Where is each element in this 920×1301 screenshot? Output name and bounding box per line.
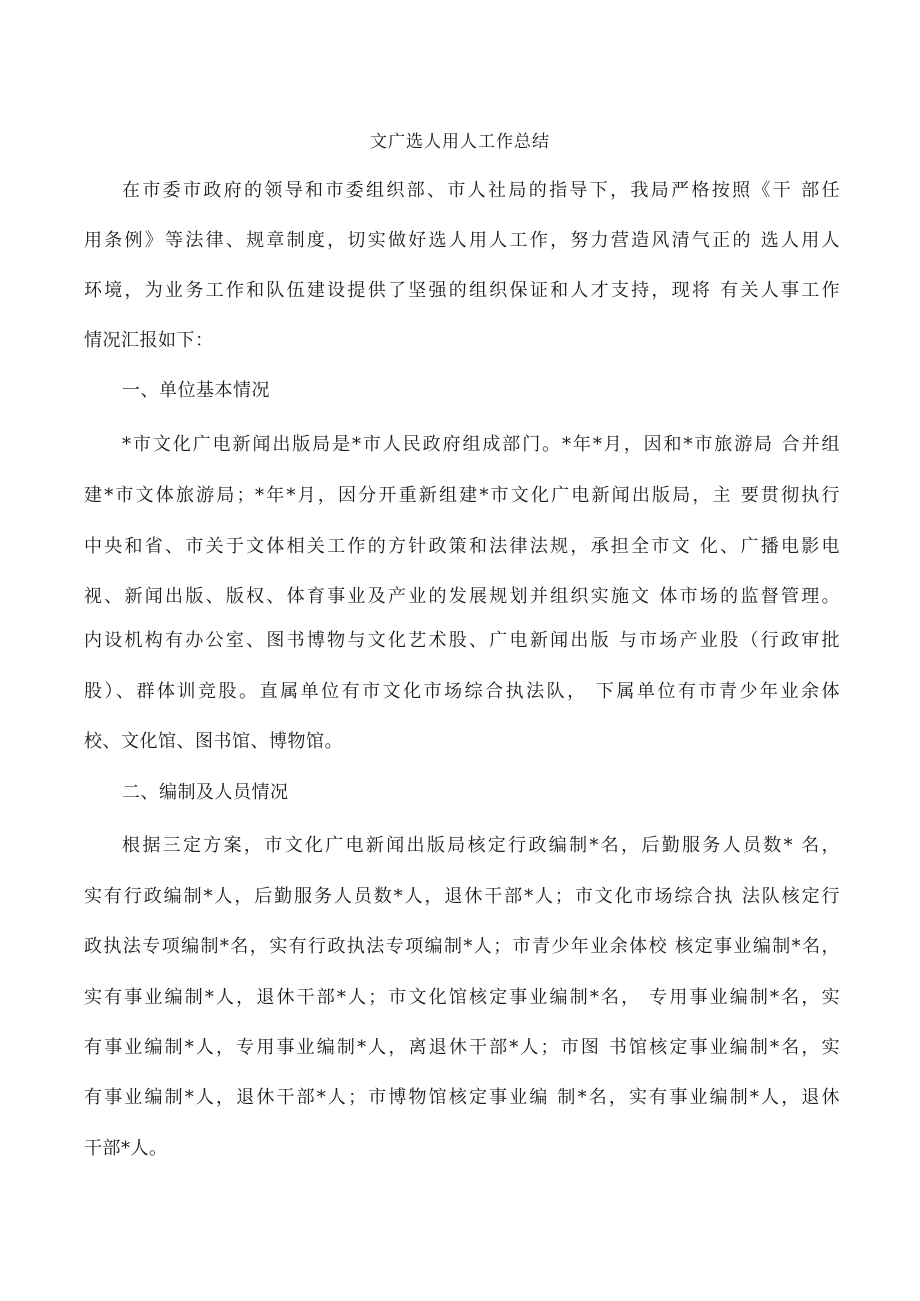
paragraph-line: 实有事业编制*人，退休干部*人；市文化馆核定事业编制*名， 专用事业编制*名，实 — [84, 987, 840, 1008]
paragraph-line: 视、新闻出版、版权、体育事业及产业的发展规划并组织实施文 体市场的监督管理。 — [84, 586, 840, 607]
paragraph-line: 根据三定方案，市文化广电新闻出版局核定行政编制*名，后勤服务人员数* 名， — [122, 835, 840, 856]
paragraph-line: 干部*人。 — [84, 1138, 168, 1159]
paragraph-line: 建*市文体旅游局；*年*月，因分开重新组建*市文化广电新闻出版局，主 要贯彻执行 — [84, 485, 840, 506]
paragraph-line: 情况汇报如下： — [84, 330, 214, 351]
document-title: 文广选人用人工作总结 — [370, 132, 550, 152]
paragraph-line: 有事业编制*人，专用事业编制*人，离退休干部*人；市图 书馆核定事业编制*名，实 — [84, 1037, 840, 1058]
paragraph-line: 中央和省、市关于文体相关工作的方针政策和法律法规，承担全市文 化、广播电影电 — [84, 536, 840, 557]
paragraph-line: 实有行政编制*人，后勤服务人员数*人，退休干部*人；市文化市场综合执 法队核定行 — [84, 886, 840, 907]
paragraph-line: 在市委市政府的领导和市委组织部、市人社局的指导下，我局严格按照《干 部任 — [122, 180, 840, 201]
paragraph-line: 环境，为业务工作和队伍建设提供了坚强的组织保证和人才支持，现将 有关人事工作 — [84, 280, 840, 301]
paragraph-line: 政执法专项编制*名，实有行政执法专项编制*人；市青少年业余体校 核定事业编制*名， — [84, 936, 840, 957]
paragraph-line: 股）、群体训竞股。直属单位有市文化市场综合执法队， 下属单位有市青少年业余体 — [84, 681, 840, 702]
paragraph-line: 用条例》等法律、规章制度，切实做好选人用人工作，努力营造风清气正的 选人用人 — [84, 230, 840, 251]
section-heading: 一、单位基本情况 — [122, 380, 270, 401]
paragraph-line: *市文化广电新闻出版局是*市人民政府组成部门。*年*月，因和*市旅游局 合并组 — [122, 434, 840, 455]
section-heading: 二、编制及人员情况 — [122, 782, 289, 803]
paragraph-line: 校、文化馆、图书馆、博物馆。 — [84, 731, 343, 752]
paragraph-line: 有事业编制*人，退休干部*人；市博物馆核定事业编 制*名，实有事业编制*人，退休 — [84, 1087, 840, 1108]
paragraph-line: 内设机构有办公室、图书博物与文化艺术股、广电新闻出版 与市场产业股（行政审批 — [84, 630, 840, 651]
